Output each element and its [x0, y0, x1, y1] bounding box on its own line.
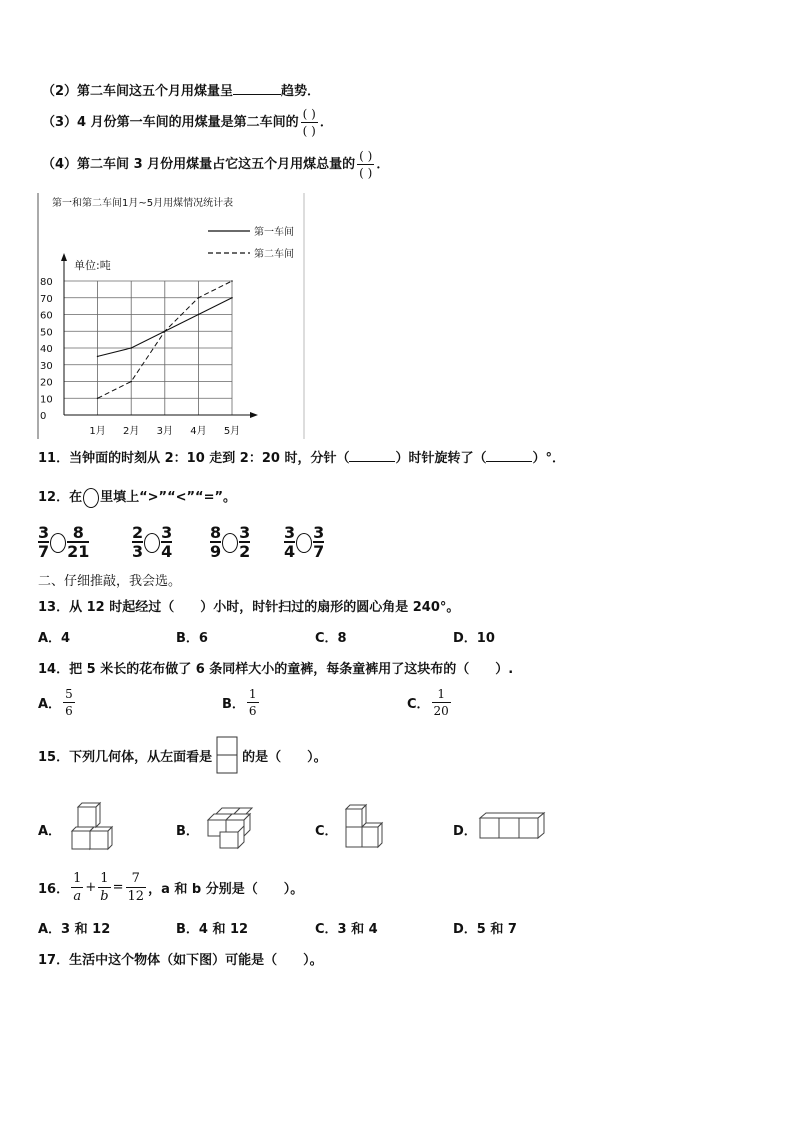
question-17: 17．生活中这个物体（如下图）可能是（ ）。 [38, 953, 323, 968]
equation-fraction-3 [126, 872, 147, 903]
right-fraction [239, 525, 250, 560]
option-label: B． [222, 697, 245, 712]
fraction-denominator: 6 [248, 704, 257, 718]
question-14: 14．把 5 米长的花布做了 6 条同样大小的童裤，每条童裤用了这块布的（ ）. [38, 662, 514, 677]
option-a[interactable]: A．4 [38, 631, 71, 646]
chart-svg [36, 193, 306, 441]
y-axis-arrow-icon [61, 253, 67, 261]
option-a-label[interactable]: A． [38, 824, 62, 839]
question-12-prefix: 12．在 [38, 490, 83, 505]
option-c[interactable] [407, 688, 453, 717]
right-fraction [313, 525, 324, 560]
fraction-numerator: 2 [132, 523, 144, 542]
comparison-item [38, 525, 89, 560]
option-fraction [63, 688, 75, 717]
right-fraction [67, 525, 89, 560]
option-label: C． [407, 697, 430, 712]
question-15-prefix: 15．下列几何体，从左面看是 [38, 749, 213, 765]
option-c-label[interactable]: C． [315, 824, 338, 839]
question-4-prefix: （4）第二车间 3 月份用煤量占它这五个月用煤总量的 [42, 157, 356, 172]
option-a[interactable]: A．3 和 12 [38, 922, 111, 937]
fraction-numerator: 8 [210, 523, 222, 542]
fraction-numerator: 1 [437, 687, 445, 701]
comparison-item [132, 525, 172, 560]
question-2 [42, 80, 320, 99]
question-16 [38, 872, 303, 903]
answer-blank[interactable] [486, 461, 532, 462]
fraction-numerator: 1 [100, 871, 109, 886]
right-fraction [161, 525, 172, 560]
chart-legend [208, 225, 294, 260]
fraction-numerator: 3 [161, 523, 173, 542]
chart-unit-label: 单位:吨 [74, 259, 111, 272]
chart-title: 第一和第二车间1月~5月用煤情况统计表 [52, 198, 234, 209]
y-tick-label: 0 [40, 411, 47, 422]
left-fraction [38, 525, 49, 560]
option-d[interactable]: D．10 [453, 631, 495, 646]
question-4 [42, 150, 389, 179]
cube-solid-a-icon[interactable] [68, 800, 124, 854]
data-point [231, 297, 233, 299]
chart-grid [64, 281, 232, 415]
plus-sign: + [85, 880, 97, 895]
fraction-numerator: ( ) [359, 149, 373, 163]
x-tick-label: 4月 [190, 426, 207, 437]
section-heading: 二、仔细推敲，我会选。 [38, 574, 182, 589]
x-tick-label: 3月 [156, 426, 173, 437]
left-fraction [132, 525, 143, 560]
y-tick-label: 20 [40, 377, 53, 389]
coal-usage-line-chart [36, 193, 306, 445]
cube-solid-d-icon[interactable] [478, 810, 548, 842]
equation-fraction-2 [98, 872, 110, 903]
fraction-denominator: 7 [313, 542, 325, 561]
two-stacked-squares-icon [216, 736, 238, 774]
fraction-numerator: 3 [313, 523, 325, 542]
option-c[interactable]: C．3 和 4 [315, 922, 378, 937]
option-c[interactable]: C．8 [315, 631, 347, 646]
fraction-denominator: 12 [127, 889, 145, 904]
comparison-item [210, 525, 250, 560]
option-d-label[interactable]: D． [453, 824, 477, 839]
legend-label: 第一车间 [254, 227, 294, 238]
answer-fraction[interactable] [357, 150, 374, 179]
answer-blank[interactable] [233, 94, 281, 95]
fraction-denominator: ( ) [302, 124, 316, 138]
x-tick-label: 2月 [123, 426, 140, 437]
legend-label: 第二车间 [254, 249, 294, 260]
comparison-item [284, 525, 324, 560]
question-11-text-1: 11．当钟面的时刻从 2：10 走到 2：20 时，分针（ [38, 451, 350, 466]
y-tick-label: 10 [40, 394, 53, 406]
question-11-text-2: ）时针旋转了（ [395, 451, 487, 466]
fraction-denominator: ( ) [359, 166, 373, 180]
y-tick-label: 30 [40, 360, 53, 372]
fraction-numerator: ( ) [302, 107, 316, 121]
fraction-numerator: 1 [248, 687, 257, 701]
question-16-tail: ，a 和 b 分别是（ ）。 [148, 882, 304, 897]
fraction-numerator: 7 [131, 871, 140, 886]
equation-fraction-1 [71, 872, 83, 903]
comparison-circle-icon [83, 488, 99, 508]
data-point [198, 297, 200, 299]
fraction-numerator: 8 [72, 523, 84, 542]
fraction-denominator: 3 [132, 542, 144, 561]
comparison-circle[interactable] [296, 533, 312, 553]
equals-sign: = [112, 880, 124, 895]
fraction-numerator: 3 [239, 523, 251, 542]
data-point [198, 314, 200, 316]
fraction-denominator: 6 [65, 704, 73, 718]
question-16-number: 16． [38, 882, 70, 897]
fraction-numerator: 1 [73, 871, 82, 886]
question-11-text-3: ）°． [532, 451, 565, 466]
option-b-label[interactable]: B． [176, 824, 199, 839]
option-b[interactable]: B．6 [176, 631, 208, 646]
y-tick-label: 60 [40, 310, 53, 322]
comparison-circle[interactable] [50, 533, 66, 553]
fraction-denominator: 20 [433, 704, 449, 718]
option-b[interactable]: B．4 和 12 [176, 922, 249, 937]
y-tick-label: 50 [40, 327, 53, 339]
cube-solid-b-icon[interactable] [204, 805, 258, 851]
question-3 [42, 108, 333, 137]
fraction-denominator: 9 [210, 542, 222, 561]
cube-solid-c-icon[interactable] [342, 800, 392, 854]
fraction-denominator: 7 [38, 542, 50, 561]
fraction-numerator: 3 [284, 523, 296, 542]
option-a[interactable] [38, 688, 77, 717]
comparison-circle[interactable] [144, 533, 160, 553]
option-fraction [247, 688, 259, 717]
data-point [130, 347, 132, 349]
left-fraction [284, 525, 295, 560]
option-d[interactable]: D．5 和 7 [453, 922, 517, 937]
answer-blank[interactable] [349, 461, 395, 462]
x-axis-arrow-icon [250, 412, 258, 418]
fraction-denominator: 21 [67, 542, 90, 561]
x-tick-label: 1月 [89, 426, 106, 437]
question-2-suffix: 趋势． [281, 84, 321, 99]
data-point [97, 397, 99, 399]
fraction-numerator: 5 [65, 687, 73, 701]
data-point [130, 381, 132, 383]
y-tick-label: 70 [40, 293, 53, 305]
option-fraction [432, 688, 451, 717]
question-15 [38, 736, 327, 774]
fraction-denominator: a [73, 889, 82, 904]
y-tick-label: 40 [40, 344, 53, 355]
fraction-denominator: 4 [284, 542, 296, 561]
question-3-suffix: ． [319, 115, 333, 130]
question-13: 13．从 12 时起经过（ ）小时，时针扫过的扇形的圆心角是 240°。 [38, 600, 460, 615]
y-tick-label: 80 [40, 277, 53, 288]
data-point [164, 330, 166, 332]
data-point [97, 356, 99, 358]
comparison-circle[interactable] [222, 533, 238, 553]
x-tick-label: 5月 [223, 426, 241, 437]
question-12 [38, 486, 236, 508]
question-12-suffix: 里填上“>”“<”“=”。 [100, 490, 237, 505]
fraction-denominator: 2 [239, 542, 251, 561]
question-15-suffix: 的是（ ）。 [242, 749, 327, 765]
fraction-denominator: b [100, 889, 109, 904]
question-3-prefix: （3）4 月份第一车间的用煤量是第二车间的 [42, 115, 299, 130]
question-2-prefix: （2）第二车间这五个月用煤量呈 [42, 84, 234, 99]
data-point [231, 280, 233, 282]
question-4-suffix: ． [376, 157, 390, 172]
fraction-numerator: 3 [38, 523, 50, 542]
left-fraction [210, 525, 221, 560]
option-label: A． [38, 697, 62, 712]
fraction-denominator: 4 [161, 542, 173, 561]
question-11 [38, 447, 565, 466]
option-b[interactable] [222, 688, 261, 717]
answer-fraction[interactable] [301, 108, 318, 137]
